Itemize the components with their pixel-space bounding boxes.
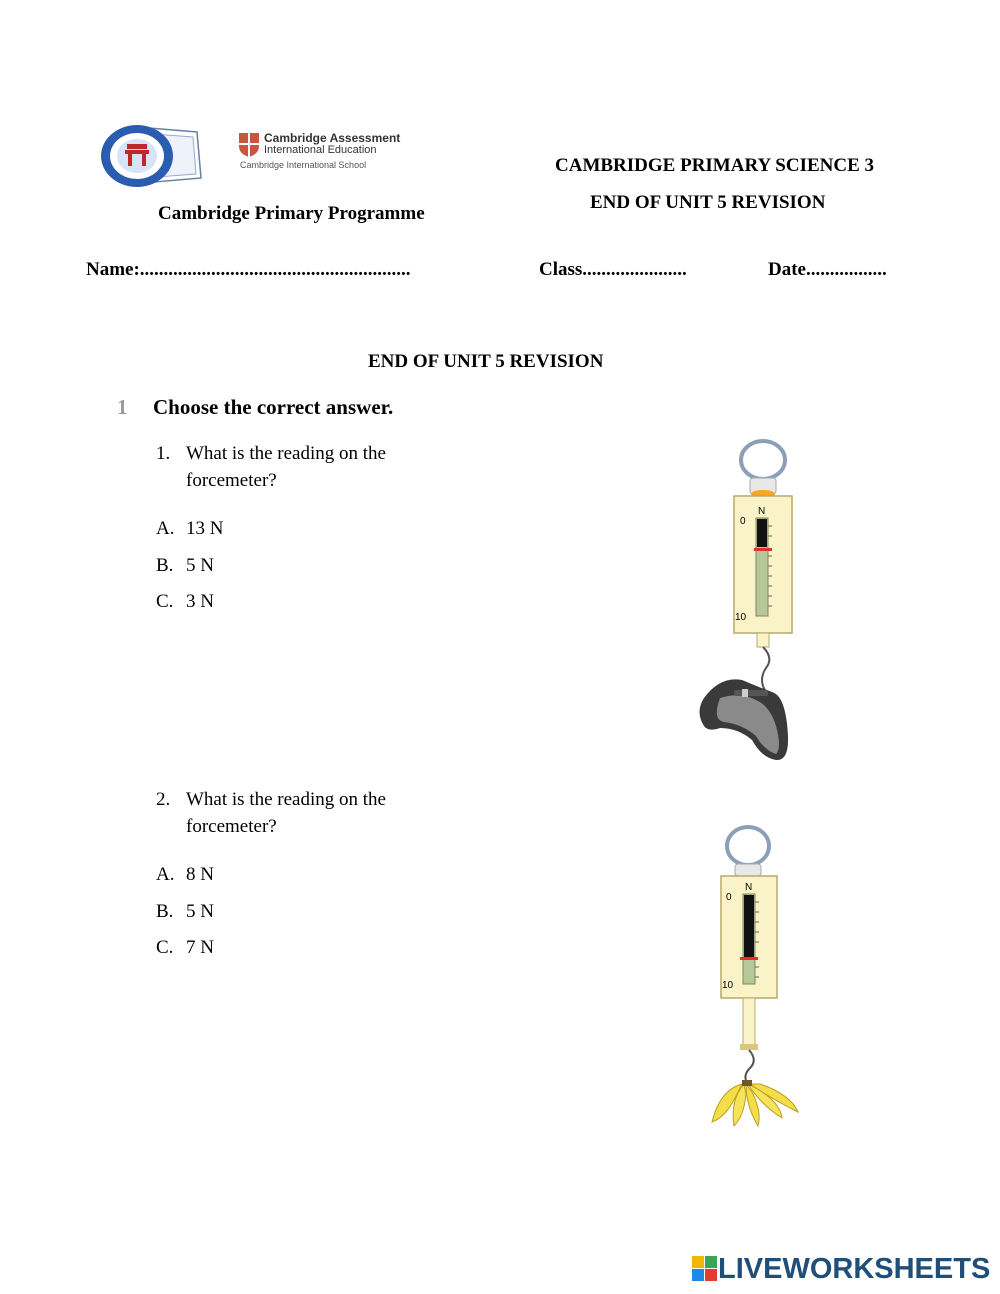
forcemeter-2 bbox=[690, 822, 810, 1132]
class-field[interactable]: Class...................... bbox=[539, 259, 687, 280]
question-1-text bbox=[156, 440, 386, 494]
question-2-line2: forcemeter? bbox=[186, 816, 277, 837]
cambridge-logo-line1: Cambridge Assessment bbox=[264, 131, 401, 145]
question-2-line1: What is the reading on the bbox=[186, 789, 386, 810]
question-1-option-b[interactable] bbox=[156, 555, 214, 577]
option-letter: C. bbox=[156, 591, 174, 612]
cambridge-logo bbox=[238, 130, 408, 174]
question-1-option-a[interactable] bbox=[156, 518, 223, 540]
school-logo bbox=[97, 120, 205, 190]
meter-unit-label: N bbox=[758, 506, 766, 517]
option-letter: A. bbox=[156, 864, 175, 885]
option-text: 5 N bbox=[186, 555, 214, 576]
question-1-option-c[interactable] bbox=[156, 591, 214, 613]
liveworksheets-blocks-icon bbox=[692, 1256, 718, 1282]
option-text: 8 N bbox=[186, 864, 214, 885]
brand-name: LIVEWORKSHEETS bbox=[718, 1252, 991, 1285]
meter-scale-max: 10 bbox=[722, 980, 734, 991]
programme-title: Cambridge Primary Programme bbox=[158, 203, 425, 224]
meter-unit-label: N bbox=[745, 882, 753, 893]
name-field[interactable]: Name:......................................................... bbox=[86, 259, 411, 280]
bananas-icon bbox=[712, 1080, 798, 1126]
meter-scale-min: 0 bbox=[740, 516, 746, 527]
cambridge-logo-line3: Cambridge International School bbox=[240, 160, 367, 170]
question-2-text bbox=[156, 786, 386, 840]
section-number: 1 bbox=[117, 395, 128, 419]
option-text: 7 N bbox=[186, 937, 214, 958]
option-text: 13 N bbox=[186, 518, 224, 539]
question-number: 2. bbox=[156, 789, 171, 810]
option-letter: B. bbox=[156, 901, 174, 922]
cambridge-shield-icon bbox=[238, 132, 260, 158]
subject-title: CAMBRIDGE PRIMARY SCIENCE 3 bbox=[555, 155, 875, 176]
question-2-option-c[interactable] bbox=[156, 937, 214, 959]
question-2-option-a[interactable] bbox=[156, 864, 214, 886]
meter-scale-min: 0 bbox=[726, 892, 732, 903]
option-letter: B. bbox=[156, 555, 174, 576]
question-2-option-b[interactable] bbox=[156, 901, 214, 923]
page-title: END OF UNIT 5 REVISION bbox=[368, 351, 604, 372]
meter-scale-max: 10 bbox=[735, 612, 747, 623]
option-letter: C. bbox=[156, 937, 174, 958]
question-2 bbox=[156, 786, 386, 840]
date-field[interactable]: Date................. bbox=[768, 259, 887, 280]
shoe-icon bbox=[700, 679, 789, 760]
liveworksheets-logo[interactable] bbox=[692, 1252, 990, 1286]
question-number: 1. bbox=[156, 443, 171, 464]
instruction: Choose the correct answer. bbox=[153, 395, 394, 419]
option-letter: A. bbox=[156, 518, 175, 539]
option-text: 5 N bbox=[186, 901, 214, 922]
option-text: 3 N bbox=[186, 591, 214, 612]
forcemeter-1 bbox=[690, 436, 810, 766]
unit-title-header: END OF UNIT 5 REVISION bbox=[590, 192, 826, 213]
question-1 bbox=[156, 440, 386, 494]
question-1-line1: What is the reading on the bbox=[186, 443, 386, 464]
question-1-line2: forcemeter? bbox=[186, 470, 277, 491]
cambridge-logo-line2: International Education bbox=[264, 144, 377, 156]
